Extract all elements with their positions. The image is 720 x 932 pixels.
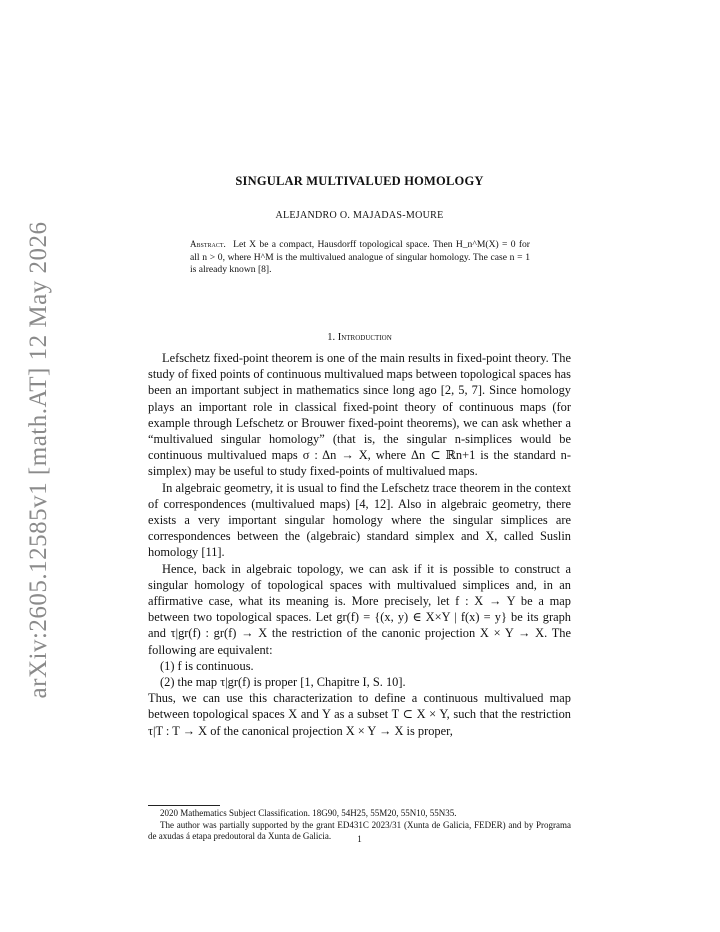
section-title: Introduction (337, 332, 392, 343)
paragraph: In algebraic geometry, it is usual to find the Lefschetz trace theorem in the context of correspondences (multivalued maps) [4, 12]. Also in algebraic geometry, there exists a very important singular homology where the singular simplices are correspondences between the (algebraic) standard simplex and X, called Suslin homology [11]. (148, 480, 571, 560)
paragraph: Lefschetz fixed-point theorem is one of the main results in fixed-point theory. The study of fixed points of continuous multivalued maps between topological spaces has been an important subject in mathematics since long ago [2, 5, 7]. Since homology plays an important role in classical fixed-point theory of continuous maps (for example through Lefschetz or Brouwer fixed-point theorems), we can ask whether a “multivalued singular homology” (that is, the singular n-simplices would be continuous multivalued maps σ : Δn → X, where Δn ⊂ ℝn+1 is the standard n-simplex) may be useful to study fixed-points of multivalued maps. (148, 351, 571, 479)
page-number: 1 (357, 834, 362, 844)
paper-author: ALEJANDRO O. MAJADAS-MOURE (275, 210, 444, 221)
abstract-text: Let X be a compact, Hausdorff topological space. Then H_n^M(X) = 0 for all n > 0, where H^M is the multivalued analogue of singular homology. The case n = 1 is already known [8]. (190, 239, 531, 275)
body-text (148, 350, 571, 739)
section-number: 1. (327, 332, 336, 343)
list-item: (1) f is continuous. (160, 658, 254, 673)
list-item: (2) the map τ|gr(f) is proper [1, Chapitre I, S. 10]. (160, 675, 406, 690)
arxiv-identifier-text: arXiv:2605.12585v1 [math.AT] 12 May 2026 (25, 221, 52, 699)
footnote-funding: The author was partially supported by the grant ED431C 2023/31 (Xunta de Galicia, FEDER) and by Programa de axudas á etapa predoutoral da Xunta de Galicia. (148, 819, 571, 842)
abstract-label: Abstract. (190, 239, 226, 249)
section-heading (148, 332, 571, 343)
footnote-msc: 2020 Mathematics Subject Classification. 18G90, 54H25, 55M20, 55N10, 55N35. (160, 808, 457, 818)
paragraph: Thus, we can use this characterization to define a continuous multivalued map between topological spaces X and Y as a subset T ⊂ X × Y, such that the restriction τ|T : T → X of the canonical projection X × Y → X is proper, (148, 691, 571, 738)
footnote-rule (148, 805, 220, 806)
paper-title: SINGULAR MULTIVALUED HOMOLOGY (235, 174, 484, 188)
paragraph: Hence, back in algebraic topology, we can ask if it is possible to construct a singular homology of topological spaces with multivalued simplices and, in an affirmative case, what its meaning is. More precisely, let f : X → Y be a map between two topological spaces. Let gr(f) = {(x, y) ∈ X×Y | f(x) = y} be its graph and τ|gr(f) : gr(f) → X the restriction of the canonic projection X × Y → X. The following are equivalent: (148, 561, 571, 657)
arxiv-identifier (24, 221, 54, 699)
abstract (190, 238, 530, 277)
